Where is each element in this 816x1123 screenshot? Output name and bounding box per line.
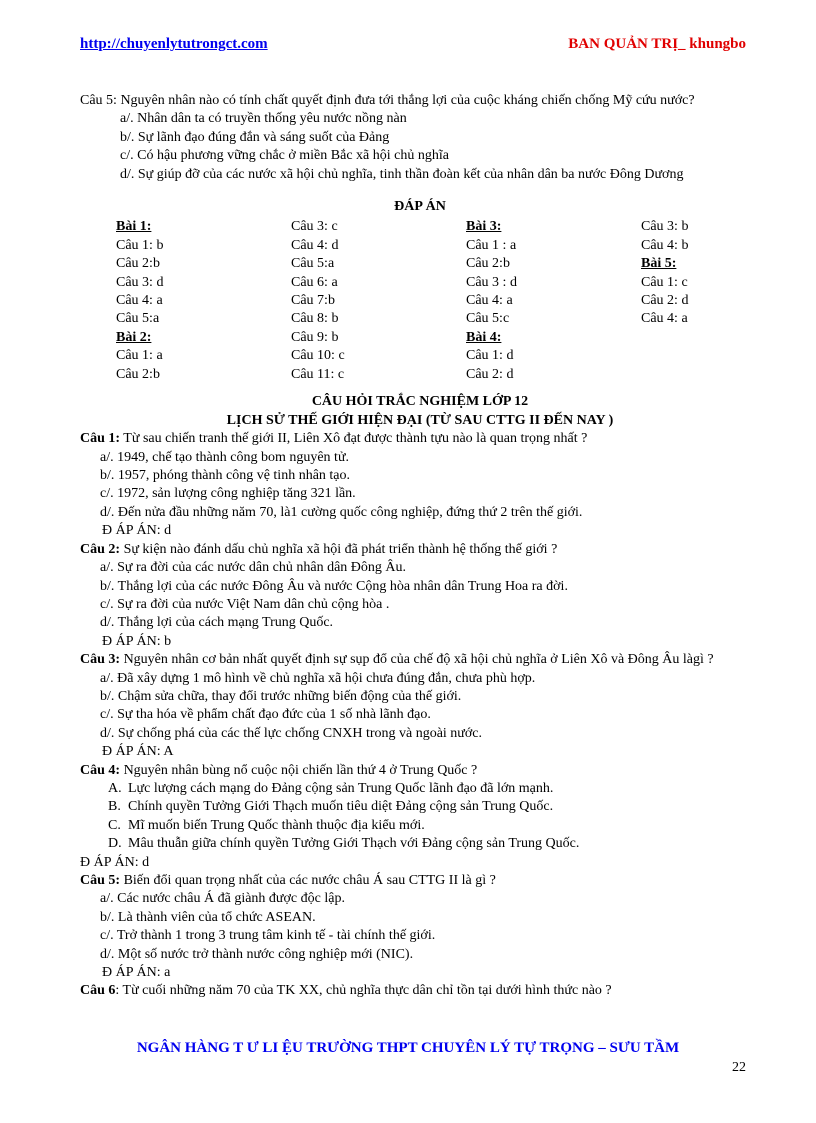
question-label: Câu 6 (80, 983, 116, 999)
option-text: Mâu thuẫn giữa chính quyền Tưởng Giới Thạch với Đảng cộng sản Trung Quốc. (128, 836, 580, 852)
answer-section-label: Bài 1: (116, 219, 152, 235)
question-label: Câu 1: (80, 431, 121, 447)
answer-section-label: Bài 3: (466, 219, 502, 235)
answer-line: Đ ÁP ÁN: d (102, 523, 172, 539)
answer-grid (80, 218, 760, 383)
option-letter: A. (108, 780, 122, 796)
question-label: Câu 4: (80, 762, 121, 778)
answer-item: Câu 4: a (641, 311, 688, 327)
option-letter: D. (108, 836, 122, 852)
question-label: Câu 2: (80, 541, 121, 557)
question-5 (80, 872, 760, 890)
option (80, 817, 760, 835)
answer-item: Câu 4: d (291, 237, 339, 253)
document-body (80, 92, 760, 1001)
answer-section-label: Bài 4: (466, 329, 502, 345)
option: c/. Sự tha hóa về phẩm chất đạo đức của 1 số nhà lãnh đạo. (100, 707, 431, 723)
answer-item: Câu 2:b (116, 256, 160, 272)
option-letter: C. (108, 817, 121, 833)
option: b/. 1957, phóng thành công vệ tinh nhân tạo. (100, 468, 351, 484)
page-number: 22 (732, 1060, 746, 1075)
option: d/. Đến nửa đầu những năm 70, là1 cường quốc công nghiệp, đứng thứ 2 trên thế giới. (100, 504, 583, 520)
answer-line: Đ ÁP ÁN: d (80, 854, 150, 870)
answer-item: Câu 2:b (466, 256, 510, 272)
answer-item: Câu 2: d (466, 366, 514, 382)
option: a/. Đã xây dựng 1 mô hình về chủ nghĩa xã hội chưa đúng đắn, chưa phù hợp. (100, 670, 536, 686)
answer-item: Câu 6: a (291, 274, 338, 290)
section-title: CÂU HỎI TRẮC NGHIỆM LỚP 12 (311, 394, 529, 410)
question-3 (80, 651, 760, 669)
option-text: Chính quyền Tưởng Giới Thạch muốn tiêu diệt Đảng cộng sản Trung Quốc. (128, 799, 554, 815)
answer-item: Câu 5:c (466, 311, 510, 327)
option: a/. Các nước châu Á đã giành được độc lập. (100, 891, 345, 907)
footer-text: NGÂN HÀNG T Ư LI ỆU TRƯỜNG THPT CHUYÊN LÝ TỰ TRỌNG – SƯU TẦM (136, 1040, 680, 1056)
option (80, 780, 760, 798)
intro-option-b: b/. Sự lãnh đạo đúng đắn và sáng suốt của Đảng (120, 129, 390, 145)
option: b/. Thắng lợi của các nước Đông Âu và nước Cộng hòa nhân dân Trung Hoa ra đời. (100, 578, 568, 594)
answer-column-3 (466, 218, 517, 384)
option: d/. Sự chống phá của các thế lực chống CNXH trong và ngoài nước. (100, 725, 483, 741)
answer-item: Câu 8: b (291, 311, 339, 327)
option: c/. Trở thành 1 trong 3 trung tâm kinh tế - tài chính thế giới. (100, 928, 436, 944)
option: c/. Sự ra đời của nước Việt Nam dân chủ cộng hòa . (100, 596, 390, 612)
option: b/. Chậm sửa chữa, thay đổi trước những biến động của thế giới. (100, 688, 462, 704)
option-text: Mĩ muốn biến Trung Quốc thành thuộc địa kiểu mới. (128, 817, 425, 833)
answer-item: Câu 5:a (116, 311, 160, 327)
answer-item: Câu 3 : d (466, 274, 517, 290)
question-text: Sự kiện nào đánh dấu chủ nghĩa xã hội đã phát triển thành hệ thống thế giới ? (120, 541, 558, 557)
answer-column-2 (291, 218, 345, 384)
answer-column-1 (116, 218, 163, 384)
answer-item: Câu 3: c (291, 219, 338, 235)
website-link[interactable]: http://chuyenlytutrongct.com (80, 36, 268, 52)
answer-section-label: Bài 5: (641, 256, 677, 272)
option-letter: B. (108, 799, 121, 815)
answer-item: Câu 3: b (641, 219, 689, 235)
option: a/. 1949, chế tạo thành công bom nguyên tử. (100, 449, 350, 465)
answer-line: Đ ÁP ÁN: A (102, 744, 174, 760)
answer-item: Câu 3: d (116, 274, 164, 290)
question-label: Câu 5: (80, 873, 121, 888)
answer-item: Câu 4: a (466, 293, 513, 308)
question-text: Nguyên nhân cơ bản nhất quyết định sự sụp đổ của chế độ xã hội chủ nghĩa ở Liên Xô và Đông Âu làgì ? (120, 652, 714, 668)
answer-item: Câu 1: a (116, 348, 163, 364)
intro-option-a: a/. Nhân dân ta có truyền thống yêu nước nồng nàn (120, 111, 407, 127)
answer-item: Câu 10: c (291, 348, 345, 364)
question-text: : Từ cuối những năm 70 của TK XX, chủ nghĩa thực dân chỉ tồn tại dưới hình thức nào ? (115, 983, 612, 999)
intro-option-c: c/. Có hậu phương vững chắc ở miền Bắc xã hội chủ nghĩa (120, 148, 449, 164)
admin-label: BAN QUẢN TRỊ_ khungbo (568, 36, 746, 52)
answer-item: Câu 2: d (641, 293, 689, 308)
question-text: Nguyên nhân bùng nổ cuộc nội chiến lần thứ 4 ở Trung Quốc ? (120, 762, 478, 778)
answer-item: Câu 1: d (466, 348, 514, 364)
question-6 (80, 982, 760, 1000)
question-text: Biến đổi quan trọng nhất của các nước châu Á sau CTTG II là gì ? (120, 873, 496, 888)
answer-item: Câu 2:b (116, 366, 160, 382)
answers-title: ĐÁP ÁN (394, 199, 446, 215)
page-header (80, 36, 746, 56)
answer-item: Câu 1: c (641, 274, 688, 290)
intro-option-d: d/. Sự giúp đỡ của các nước xã hội chủ nghĩa, tinh thần đoàn kết của nhân dân ba nước Đông Dương (120, 166, 684, 182)
option: a/. Sự ra đời của các nước dân chủ nhân dân Đông Âu. (100, 560, 406, 576)
option: d/. Thắng lợi của cách mạng Trung Quốc. (100, 615, 334, 631)
option (80, 835, 760, 853)
option: c/. 1972, sản lượng công nghiệp tăng 321 lần. (100, 486, 356, 502)
answer-item: Câu 9: b (291, 329, 339, 345)
answer-item: Câu 5:a (291, 256, 335, 272)
option: d/. Một số nước trở thành nước công nghiệp mới (NIC). (100, 946, 414, 962)
answer-section-label: Bài 2: (116, 329, 152, 345)
answer-item: Câu 11: c (291, 366, 345, 382)
answer-item: Câu 1: b (116, 237, 164, 253)
intro-question: Câu 5: Nguyên nhân nào có tính chất quyết định đưa tới thắng lợi của cuộc kháng chiến chống Mỹ cứu nước? (80, 93, 695, 108)
question-2 (80, 541, 760, 559)
question-label: Câu 3: (80, 652, 121, 668)
answer-item: Câu 7:b (291, 293, 335, 308)
answer-item: Câu 4: a (116, 293, 163, 308)
option: b/. Là thành viên của tổ chức ASEAN. (100, 909, 316, 925)
answer-item: Câu 4: b (641, 237, 689, 253)
question-1 (80, 430, 760, 448)
option-text: Lực lượng cách mạng do Đảng cộng sản Trung Quốc lãnh đạo đã lớn mạnh. (128, 780, 554, 796)
answer-line: Đ ÁP ÁN: a (102, 965, 171, 981)
answer-item: Câu 1 : a (466, 237, 517, 253)
question-text: Từ sau chiến tranh thế giới II, Liên Xô đạt được thành tựu nào là quan trọng nhất ? (120, 431, 588, 447)
question-4 (80, 762, 760, 780)
section-subtitle: LỊCH SỬ THẾ GIỚI HIỆN ĐẠI (TỪ SAU CTTG II ĐẾN NAY ) (226, 412, 614, 428)
option (80, 798, 760, 816)
answer-column-4 (641, 218, 688, 328)
answer-line: Đ ÁP ÁN: b (102, 633, 172, 649)
